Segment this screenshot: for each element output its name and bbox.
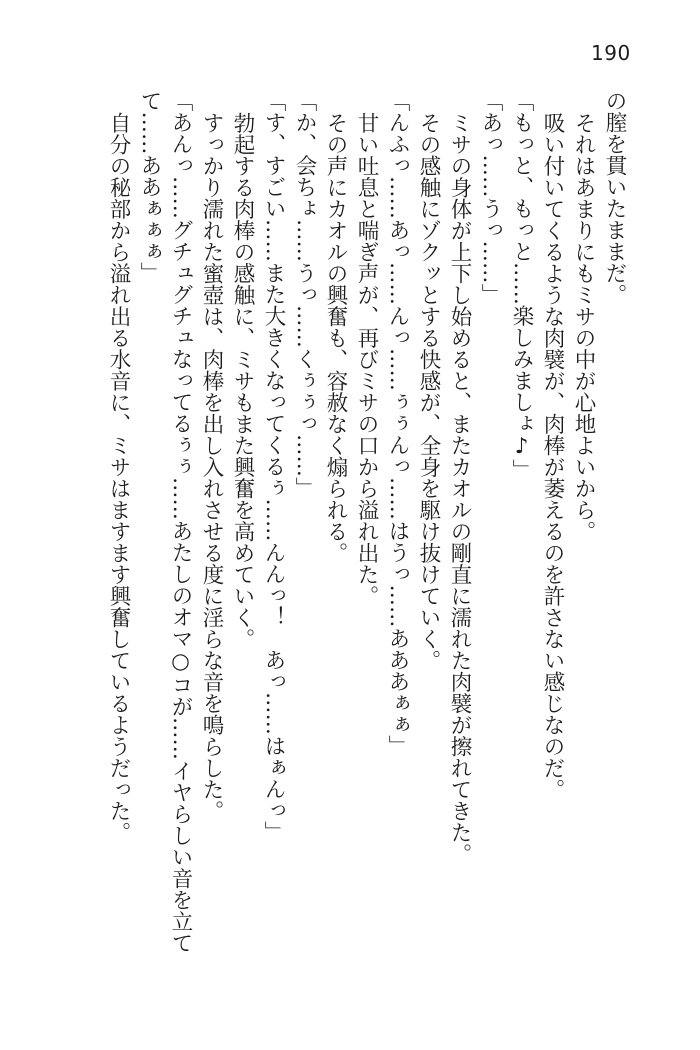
paragraph: 「す、すごい……また大きくなってくるぅ……んんっ！ あっ……はぁんっ」 [261,90,286,843]
paragraph: 「あんっ……グチュグチュなってるぅぅ……あたしのオマ○コが……イヤらしい音を立てて……ああぁぁぁ」 [137,90,193,954]
paragraph: その感触にゾクッとする快感が、全身を駆け抜けていく。 [416,111,441,671]
paragraph: 甘い吐息と喘ぎ声が、再びミサの口から溢れ出た。 [354,111,379,606]
paragraph: すっかり濡れた蜜壺は、肉棒を出し入れさせる度に淫らな音を鳴らした。 [199,111,224,821]
paragraph: 勃起する肉棒の感触に、ミサもまた興奮を高めていく。 [230,111,255,649]
paragraph: 「もっと、もっと……楽しみましょ♪」 [509,90,534,481]
vertical-text-block [85,90,630,962]
paragraph: 吸い付いてくるような肉襞が、肉棒が萎えるのを許さない感じなのだ。 [540,111,565,800]
paragraph: 「か、会ちょ……うっ……くぅぅっ……」 [292,90,317,499]
paragraph: 「んふっ……あっ……んっ……ぅぅんっ……はうっ……あああぁぁ」 [385,90,410,757]
paragraph: それはあまりにもミサの中が心地よいから。 [571,111,596,542]
paragraph: 「あっ……うっ……」 [478,90,503,305]
paragraph: ミサの身体が上下し始めると、またカオルの剛直に濡れた肉襞が擦れてきた。 [447,111,472,864]
paragraph: その声にカオルの興奮も、容赦なく煽られる。 [323,111,348,563]
page-number: 190 [591,41,631,65]
paragraph: の膣を貫いたままだ。 [602,90,627,305]
paragraph: 自分の秘部から溢れ出る水音に、ミサはますます興奮しているようだった。 [106,111,131,843]
